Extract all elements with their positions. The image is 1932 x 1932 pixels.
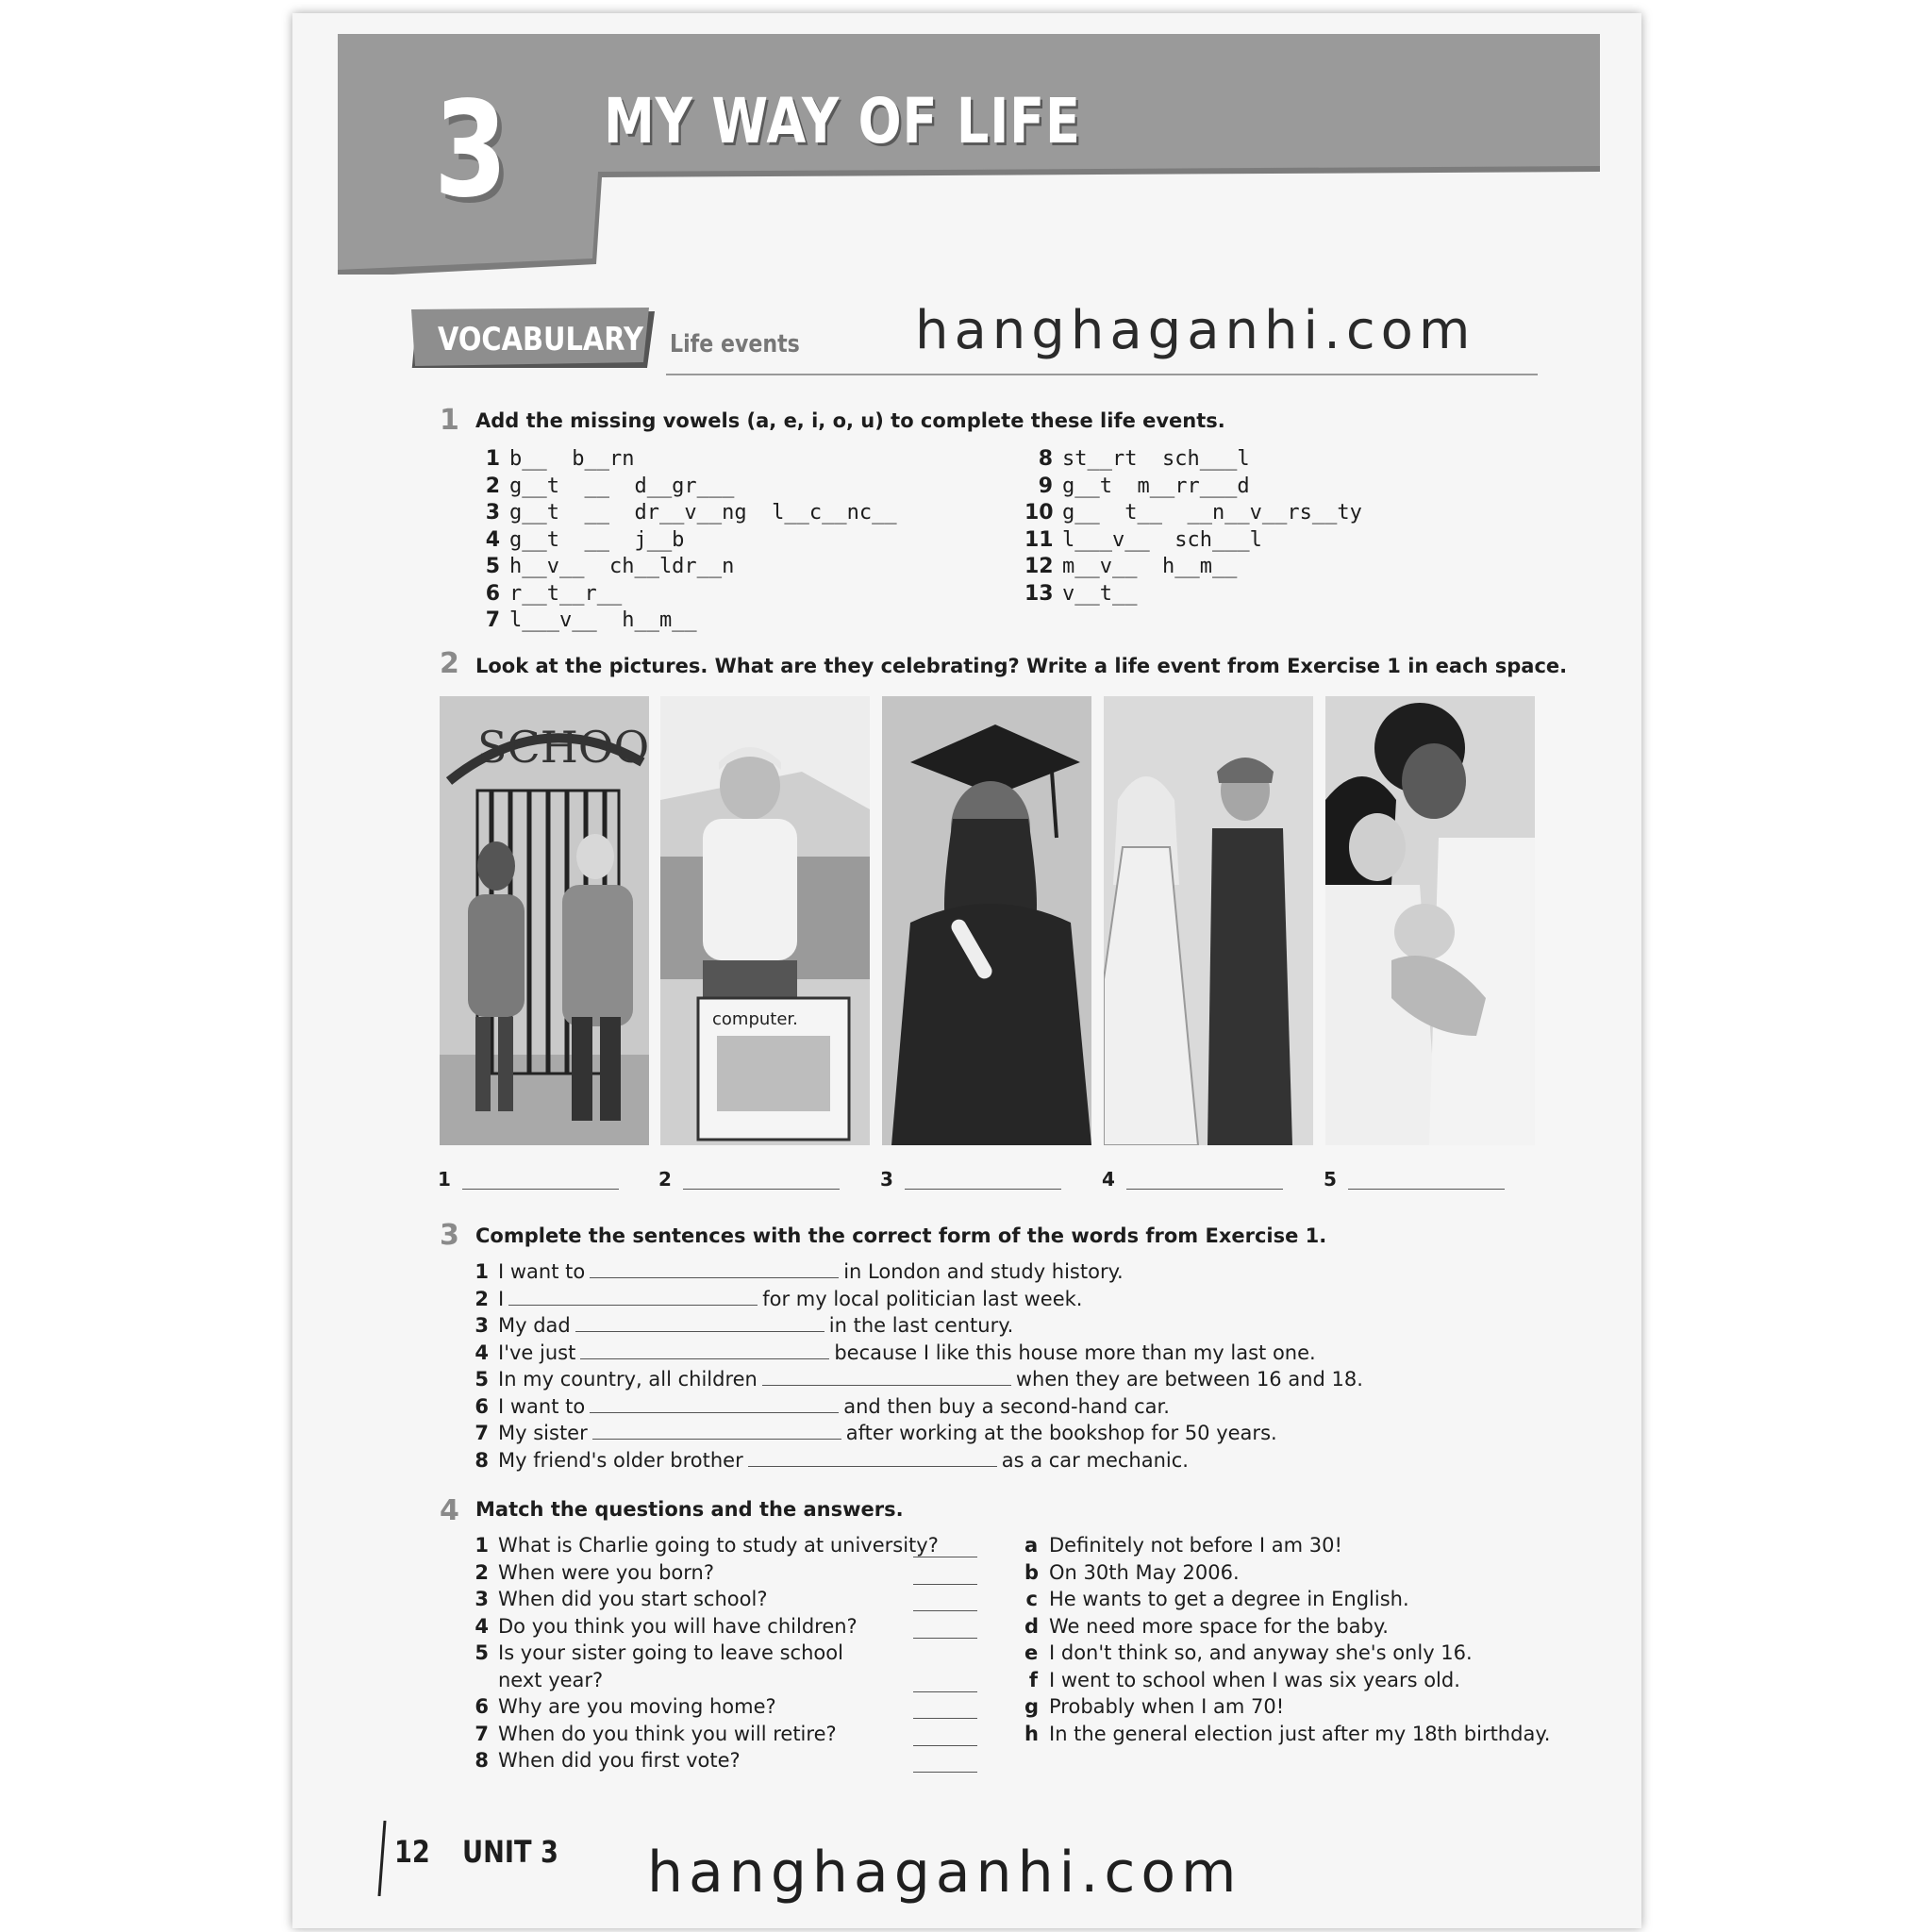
vowel-item: 10 g__ t__ __n__v__rs__ty <box>1024 501 1362 525</box>
page-number: 12 <box>394 1834 430 1870</box>
answer-line[interactable] <box>1126 1189 1283 1190</box>
exercise-2-number: 2 <box>440 647 459 680</box>
question-item: 6 Why are you moving home? <box>475 1695 776 1718</box>
sentence-blank[interactable] <box>508 1288 758 1306</box>
answer-item: f I went to school when I was six years old. <box>1028 1668 1460 1691</box>
computer-box-label: computer. <box>712 1009 798 1029</box>
question-item: 3 When did you start school? <box>475 1588 768 1610</box>
match-answer-line[interactable] <box>913 1610 977 1611</box>
answer-line[interactable] <box>683 1189 840 1190</box>
sentence-item: 2 I for my local politician last week. <box>475 1287 1083 1310</box>
question-item: 2 When were you born? <box>475 1560 715 1584</box>
vowel-item: 5 h__v__ ch__ldr__n <box>485 555 735 578</box>
vowel-item: 7 l___v__ h__m__ <box>485 608 697 632</box>
answer-line[interactable] <box>905 1189 1061 1190</box>
sentence-item: 1 I want to in London and study history. <box>475 1260 1124 1283</box>
exercise-1-instruction: Add the missing vowels (a, e, i, o, u) to complete these life events. <box>475 409 1225 432</box>
exercise-3-number: 3 <box>440 1219 459 1252</box>
answer-item: d We need more space for the baby. <box>1024 1614 1389 1638</box>
question-item-cont: next year? <box>498 1668 604 1691</box>
exercise-1-number: 1 <box>440 404 459 437</box>
picture-label-number: 1 <box>438 1168 451 1191</box>
exercise-4-number: 4 <box>440 1494 459 1527</box>
exercise-3-instruction: Complete the sentences with the correct form of the words from Exercise 1. <box>475 1224 1327 1247</box>
exercise-2-instruction: Look at the pictures. What are they celebrating? Write a life event from Exercise 1 in each space. <box>475 655 1568 677</box>
picture-label-number: 3 <box>880 1168 893 1191</box>
vowel-item: 2 g__t __ d__gr___ <box>485 474 735 498</box>
picture-have-children <box>1325 696 1535 1145</box>
picture-label-number: 4 <box>1102 1168 1115 1191</box>
watermark-top: hanghaganhi.com <box>915 300 1476 361</box>
vowel-item: 13 v__t__ <box>1024 581 1138 606</box>
unit-number: 3 <box>434 74 508 227</box>
sentence-item: 3 My dad in the last century. <box>475 1314 1014 1337</box>
sentence-blank[interactable] <box>590 1260 839 1278</box>
answer-line[interactable] <box>1348 1189 1505 1190</box>
sentence-item: 4 I've just because I like this house more than my last one. <box>475 1341 1316 1364</box>
match-answer-line[interactable] <box>913 1638 977 1639</box>
sentence-blank[interactable] <box>590 1395 839 1413</box>
vowel-item: 8 st__rt sch___l <box>1038 447 1250 471</box>
sentence-blank[interactable] <box>580 1341 829 1359</box>
answer-item: b On 30th May 2006. <box>1024 1560 1240 1584</box>
watermark-bottom: hanghaganhi.com <box>647 1840 1242 1906</box>
match-answer-line[interactable] <box>913 1584 977 1585</box>
question-item: 1 What is Charlie going to study at university? <box>475 1534 939 1557</box>
picture-get-married <box>1104 696 1313 1145</box>
question-item: 8 When did you first vote? <box>475 1749 741 1772</box>
picture-leave-home <box>660 696 870 1145</box>
answer-item: g Probably when I am 70! <box>1024 1695 1285 1718</box>
vowel-item: 11 l___v__ sch___l <box>1024 527 1262 552</box>
answer-item: e I don't think so, and anyway she's only 16. <box>1024 1641 1473 1664</box>
vowel-item: 12 m__v__ h__m__ <box>1024 555 1238 578</box>
match-answer-line[interactable] <box>913 1772 977 1773</box>
sentence-item: 8 My friend's older brother as a car mechanic. <box>475 1448 1189 1472</box>
vowel-item: 3 g__t __ dr__v__ng l__c__nc__ <box>485 501 897 525</box>
exercise-4-instruction: Match the questions and the answers. <box>475 1498 904 1521</box>
answer-item: h In the general election just after my 18th birthday. <box>1024 1722 1551 1745</box>
match-answer-line[interactable] <box>913 1718 977 1719</box>
sentence-blank[interactable] <box>762 1368 1011 1386</box>
footer-bar <box>377 1821 387 1896</box>
question-item: 4 Do you think you will have children? <box>475 1614 858 1638</box>
sentence-item: 7 My sister after working at the bookshop for 50 years. <box>475 1422 1277 1444</box>
vowel-item: 9 g__t m__rr___d <box>1038 474 1250 498</box>
footer-unit: UNIT 3 <box>462 1834 558 1870</box>
section-subtitle: Life events <box>670 330 800 358</box>
match-answer-line[interactable] <box>913 1745 977 1746</box>
answer-item: c He wants to get a degree in English. <box>1025 1588 1409 1610</box>
sentence-item: 5 In my country, all children when they are between 16 and 18. <box>475 1368 1363 1391</box>
question-item: 7 When do you think you will retire? <box>475 1722 837 1745</box>
sentence-blank[interactable] <box>748 1449 997 1467</box>
vowel-item: 4 g__t __ j__b <box>485 527 685 552</box>
picture-label-number: 5 <box>1324 1168 1337 1191</box>
picture-start-school <box>440 696 649 1145</box>
section-rule <box>666 374 1538 375</box>
vowel-item: 6 r__t__r__ <box>485 581 623 606</box>
school-sign-text: SCHOO <box>477 722 649 773</box>
match-answer-line[interactable] <box>913 1691 977 1692</box>
sentence-blank[interactable] <box>575 1314 824 1332</box>
section-label: VOCABULARY <box>438 321 643 358</box>
picture-get-degree <box>882 696 1091 1145</box>
picture-label-number: 2 <box>658 1168 672 1191</box>
vowel-item: 1 b__ b__rn <box>485 447 635 471</box>
sentence-item: 6 I want to and then buy a second-hand car. <box>475 1394 1170 1418</box>
question-item: 5 Is your sister going to leave school <box>475 1641 843 1664</box>
answer-item: a Definitely not before I am 30! <box>1024 1534 1342 1557</box>
sentence-blank[interactable] <box>592 1422 841 1440</box>
answer-line[interactable] <box>462 1189 619 1190</box>
unit-title: MY WAY OF LIFE <box>604 85 1081 158</box>
